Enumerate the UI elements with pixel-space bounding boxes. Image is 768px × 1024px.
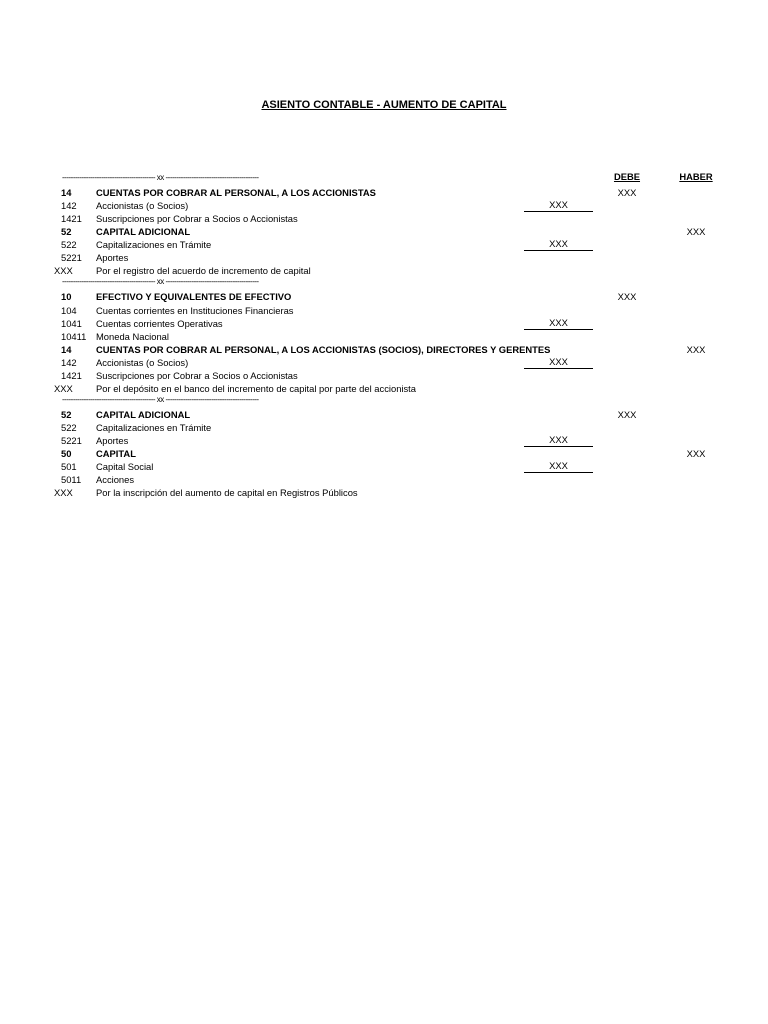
- entry-separator: ------------------------------------------- xx -------------------------------------------: [62, 395, 259, 404]
- account-code: 14: [61, 343, 72, 355]
- account-name: CAPITAL: [96, 448, 136, 460]
- document-title: ASIENTO CONTABLE - AUMENTO DE CAPITAL: [261, 99, 507, 111]
- journal-row: [0, 447, 768, 460]
- account-name: Capital Social: [96, 461, 154, 473]
- journal-row: [0, 290, 768, 303]
- journal-row: [0, 421, 768, 434]
- journal-row: [0, 199, 768, 212]
- entry-number: XXX: [54, 265, 73, 277]
- account-name: Suscripciones por Cobrar a Socios o Accionistas: [96, 213, 298, 225]
- journal-row: [0, 304, 768, 317]
- account-code: 1421: [61, 369, 82, 381]
- account-name: EFECTIVO Y EQUIVALENTES DE EFECTIVO: [96, 291, 292, 303]
- credit-amount: XXX: [686, 448, 706, 460]
- entry-gloss: Por el registro del acuerdo de incremento de capital: [96, 265, 311, 277]
- account-name: Acciones: [96, 474, 135, 486]
- account-name: Accionistas (o Socios): [96, 200, 189, 212]
- partial-amount: XXX: [524, 317, 593, 330]
- account-code: 52: [61, 226, 72, 238]
- partial-amount: XXX: [524, 238, 593, 251]
- account-code: 5011: [61, 474, 82, 486]
- journal-row: [0, 225, 768, 238]
- entry-number: XXX: [54, 382, 73, 394]
- entry-gloss: Por el depósito en el banco del incremento de capital por parte del accionista: [96, 382, 416, 394]
- partial-amount: XXX: [524, 460, 593, 473]
- journal-row: [0, 460, 768, 473]
- journal-row: [0, 382, 768, 395]
- debe-column-header: DEBE: [613, 171, 641, 182]
- account-name: Capitalizaciones en Trámite: [96, 421, 212, 433]
- account-code: 142: [61, 356, 77, 368]
- journal-row: [0, 343, 768, 356]
- journal-row: [0, 186, 768, 199]
- account-code: 14: [61, 187, 72, 199]
- journal-row: [0, 317, 768, 330]
- account-code: 52: [61, 408, 72, 420]
- journal-row: [0, 356, 768, 369]
- account-name: Cuentas corrientes en Instituciones Financieras: [96, 304, 294, 316]
- journal-row: [0, 238, 768, 251]
- account-code: 522: [61, 239, 77, 251]
- account-code: 522: [61, 421, 77, 433]
- account-name: CAPITAL ADICIONAL: [96, 226, 191, 238]
- entry-separator: ------------------------------------------- xx -------------------------------------------: [62, 278, 259, 287]
- journal-row: [0, 408, 768, 421]
- account-code: 501: [61, 461, 77, 473]
- partial-amount: XXX: [524, 356, 593, 369]
- account-name: Accionistas (o Socios): [96, 356, 189, 368]
- account-name: CAPITAL ADICIONAL: [96, 408, 191, 420]
- account-code: 142: [61, 200, 77, 212]
- account-name: Suscripciones por Cobrar a Socios o Accionistas: [96, 369, 298, 381]
- account-name: CUENTAS POR COBRAR AL PERSONAL, A LOS ACCIONISTAS (SOCIOS), DIRECTORES Y GERENTES: [96, 343, 551, 355]
- account-code: 10: [61, 291, 72, 303]
- account-name: Cuentas corrientes Operativas: [96, 317, 223, 329]
- credit-amount: XXX: [686, 226, 706, 238]
- journal-row: [0, 369, 768, 382]
- debit-amount: XXX: [617, 291, 637, 303]
- account-code: 10411: [61, 330, 87, 342]
- partial-amount: XXX: [524, 434, 593, 447]
- journal-row: [0, 330, 768, 343]
- journal-row: [0, 473, 768, 486]
- account-code: 1041: [61, 317, 82, 329]
- journal-row: [0, 486, 768, 499]
- partial-amount: XXX: [524, 199, 593, 212]
- journal-row: [0, 212, 768, 225]
- debit-amount: XXX: [617, 187, 637, 199]
- account-name: Capitalizaciones en Trámite: [96, 239, 212, 251]
- haber-column-header: HABER: [679, 171, 713, 182]
- entry-separator: ------------------------------------------- xx -------------------------------------------: [62, 174, 259, 182]
- account-name: Aportes: [96, 252, 129, 264]
- account-code: 104: [61, 304, 77, 316]
- account-code: 5221: [61, 435, 82, 446]
- journal-row: [0, 434, 768, 447]
- credit-amount: XXX: [686, 343, 706, 355]
- account-code: 1421: [61, 213, 82, 225]
- journal-row: [0, 264, 768, 277]
- debit-amount: XXX: [617, 408, 637, 420]
- account-code: 5221: [61, 252, 82, 264]
- journal-row: [0, 251, 768, 264]
- account-name: CUENTAS POR COBRAR AL PERSONAL, A LOS ACCIONISTAS: [96, 187, 376, 199]
- account-code: 50: [61, 448, 72, 460]
- account-name: Aportes: [96, 435, 129, 446]
- account-name: Moneda Nacional: [96, 330, 169, 342]
- entry-gloss: Por la inscripción del aumento de capital en Registros Públicos: [96, 487, 358, 499]
- entry-number: XXX: [54, 487, 73, 499]
